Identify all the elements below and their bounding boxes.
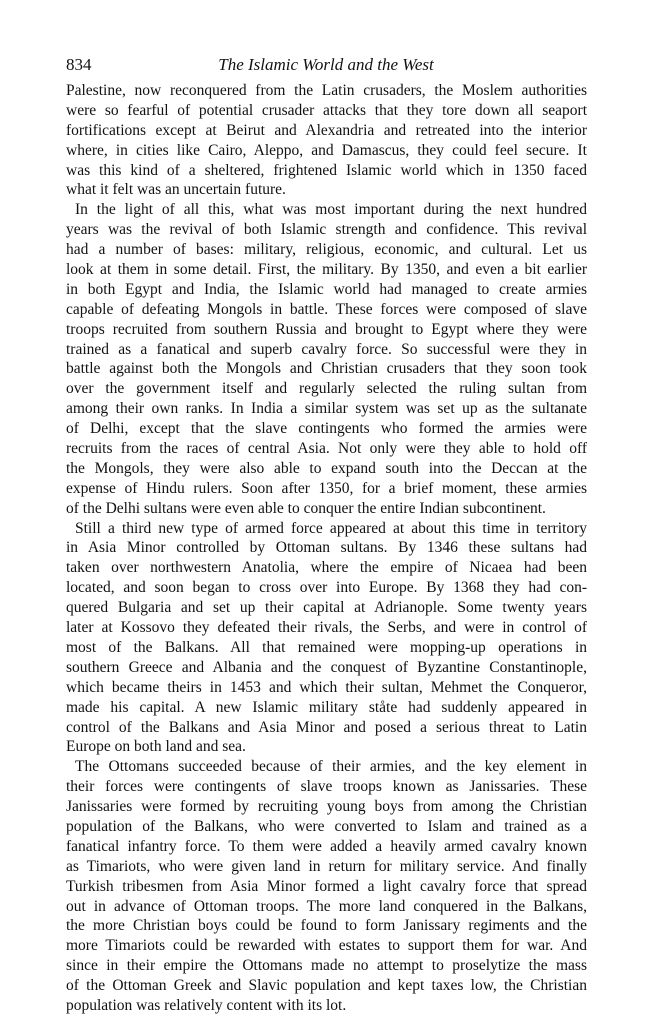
- paragraph: [66, 81, 587, 200]
- text-line: the more Christian boys could be found to form Janissary regiments and the: [66, 917, 587, 935]
- text-line: out in advance of Ottoman troops. The more land conquered in the Balkans,: [66, 897, 587, 915]
- text-line: capable of defeating Mongols in battle. These forces were composed of slave: [66, 300, 587, 318]
- page-header: [66, 54, 586, 76]
- text-line: troops recruited from southern Russia and brought to Egypt where they were: [66, 320, 587, 338]
- text-line: more Timariots could be rewarded with estates to support them for war. And: [66, 937, 587, 955]
- text-line: Turkish tribesmen from Asia Minor formed a light cavalry force that spread: [66, 877, 587, 895]
- text-line: fortifications except at Beirut and Alexandria and retreated into the interior: [66, 121, 587, 139]
- text-line: expense of Hindu rulers. Soon after 1350, for a brief moment, these armies: [66, 479, 587, 497]
- text-line: southern Greece and Albania and the conquest of Byzantine Constantinople,: [66, 658, 587, 676]
- text-line: look at them in some detail. First, the military. By 1350, and even a bit earlier: [66, 261, 587, 279]
- paragraph: [66, 200, 587, 518]
- text-line: population was relatively content with its lot.: [66, 996, 347, 1014]
- text-line: years was the revival of both Islamic strength and confidence. This revival: [66, 221, 587, 239]
- text-line: quered Bulgaria and set up their capital at Adrianople. Some twenty years: [66, 599, 587, 617]
- text-line: made his capital. A new Islamic military ståte had suddenly appeared in: [66, 698, 587, 716]
- text-line: their forces were contingents of slave troops known as Janissaries. These: [66, 778, 587, 796]
- text-line: Europe on both land and sea.: [66, 738, 246, 756]
- text-line: since in their empire the Ottomans made no attempt to proselytize the mass: [66, 957, 587, 975]
- body-text: [66, 81, 587, 1016]
- text-line: were so fearful of potential crusader attacks that they tore down all seaport: [66, 101, 587, 119]
- running-title: The Islamic World and the West: [218, 55, 434, 74]
- text-line: of the Ottoman Greek and Slavic population and kept taxes low, the Christian: [66, 977, 587, 995]
- text-line: trained as a fanatical and superb cavalry force. So successful were they in: [66, 340, 587, 358]
- text-line: later at Kossovo they defeated their rivals, the Serbs, and were in control of: [66, 619, 587, 637]
- text-line: taken over northwestern Anatolia, where the empire of Nicaea had been: [66, 559, 587, 577]
- text-line: In the light of all this, what was most important during the next hundred: [75, 201, 587, 219]
- text-line: in both Egypt and India, the Islamic world had managed to create armies: [66, 280, 587, 298]
- text-line: battle against both the Mongols and Christian crusaders that they soon took: [66, 360, 587, 378]
- text-line: in Asia Minor controlled by Ottoman sultans. By 1346 these sultans had: [66, 539, 587, 557]
- text-line: located, and soon began to cross over into Europe. By 1368 they had con-: [66, 579, 587, 597]
- text-line: population of the Balkans, who were converted to Islam and trained as a: [66, 817, 587, 835]
- text-line: was this kind of a sheltered, frightened Islamic world which in 1350 faced: [66, 161, 587, 179]
- text-line: had a number of bases: military, religious, economic, and cultural. Let us: [66, 241, 587, 259]
- text-line: over the government itself and regularly selected the ruling sultan from: [66, 380, 587, 398]
- text-line: the Mongols, they were also able to expand south into the Deccan at the: [66, 459, 587, 477]
- text-line: of Delhi, except that the slave contingents who formed the armies were: [66, 420, 587, 438]
- text-line: Palestine, now reconquered from the Latin crusaders, the Moslem authorities: [66, 82, 587, 99]
- text-line: Janissaries were formed by recruiting young boys from among the Christian: [66, 798, 587, 816]
- paragraph: [66, 757, 587, 1016]
- text-line: of the Delhi sultans were even able to conquer the entire Indian subcontinent.: [66, 499, 546, 517]
- text-line: Still a third new type of armed force appeared at about this time in territory: [75, 519, 587, 537]
- text-line: recruits from the races of central Asia. Not only were they able to hold off: [66, 440, 587, 458]
- text-line: what it felt was an uncertain future.: [66, 181, 286, 199]
- text-line: The Ottomans succeeded because of their armies, and the key element in: [75, 758, 587, 776]
- paragraph: [66, 519, 587, 758]
- text-line: which became theirs in 1453 and which their sultan, Mehmet the Conqueror,: [66, 678, 587, 696]
- text-line: most of the Balkans. All that remained were mopping-up operations in: [66, 638, 587, 656]
- text-line: as Timariots, who were given land in return for military service. And finally: [66, 857, 587, 875]
- text-line: control of the Balkans and Asia Minor and posed a serious threat to Latin: [66, 718, 587, 736]
- text-line: where, in cities like Cairo, Aleppo, and Damascus, they could feel secure. It: [66, 141, 587, 159]
- page-number: 834: [66, 55, 92, 74]
- text-line: among their own ranks. In India a similar system was set up as the sultanate: [66, 400, 587, 418]
- text-line: fanatical infantry force. To them were added a heavily armed cavalry known: [66, 837, 587, 855]
